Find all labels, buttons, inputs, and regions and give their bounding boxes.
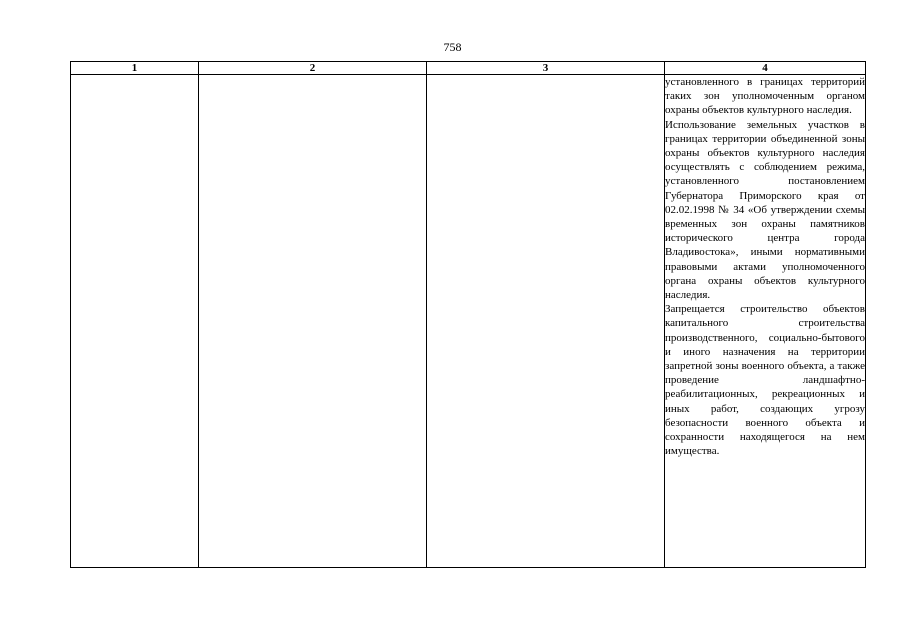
cell-col-2 xyxy=(199,75,427,568)
column-header-3: 3 xyxy=(427,62,665,75)
document-table xyxy=(70,61,866,568)
paragraph-2: Использование земельных участков в границах территории объединенной зоны охраны объектов культурного наследия осуществлять с соблюдением режима, установленного постановлением Губернатора Приморского края от 02.02.1998 № 34 «Об утверждении схемы временных зон охраны памятников исторического центра города Владивостока», иными нормативными правовыми актами уполномоченного органа охраны объектов культурного наследия. xyxy=(665,118,865,302)
column-header-2: 2 xyxy=(199,62,427,75)
paragraph-3: Запрещается строительство объектов капитального строительства производственного, социально-бытового и иного назначения на территории запретной зоны военного объекта, а также проведение ландшафтно-реабилитационных, рекреационных и иных работ, создающих угрозу безопасности военного объекта и сохранности находящегося на нем имущества. xyxy=(665,303,865,458)
page-number: 758 xyxy=(443,40,462,54)
column-header-1: 1 xyxy=(71,62,199,75)
column-header-4: 4 xyxy=(665,62,866,75)
cell-col-4 xyxy=(665,75,866,568)
cell-col-3 xyxy=(427,75,665,568)
table-row xyxy=(71,75,866,568)
header-row xyxy=(71,62,866,75)
paragraph-1: установленного в границах территорий таких зон уполномоченным органом охраны объектов культурного наследия. xyxy=(665,76,865,117)
cell-col-1 xyxy=(71,75,199,568)
